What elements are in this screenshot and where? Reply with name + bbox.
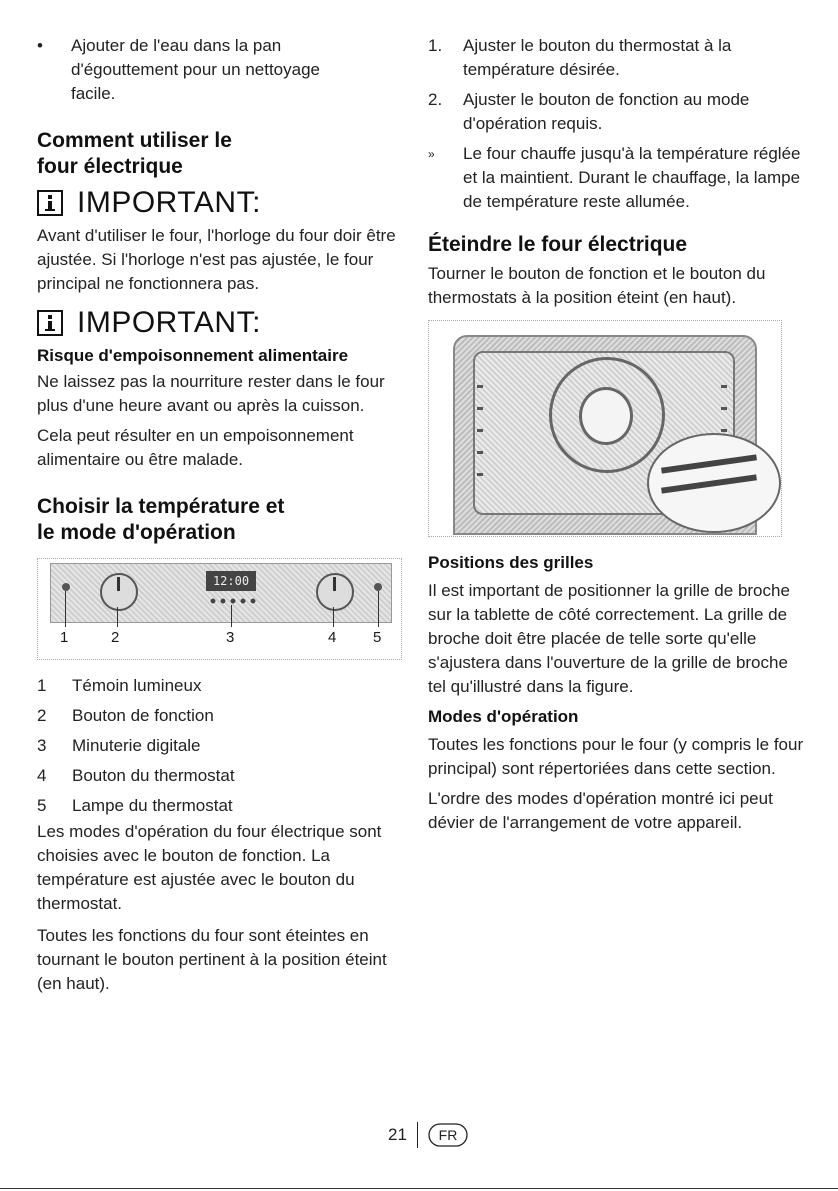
important-2 xyxy=(37,306,412,340)
subheading-positions: Positions des grilles xyxy=(428,553,594,572)
page-footer xyxy=(388,1122,468,1148)
function-knob xyxy=(100,573,138,611)
important-label: IMPORTANT: xyxy=(77,306,261,339)
legend-item: 2 Bouton de fonction xyxy=(37,706,214,725)
intro-bullet-text: Ajouter de l'eau dans la pan d'égouttement pour un nettoyage facile. xyxy=(71,36,320,103)
callout-2: 2 xyxy=(111,629,120,646)
para-off: Toutes les fonctions du four sont éteintes en tournant le bouton pertinent à la position éteint (en haut). xyxy=(37,926,387,993)
para-turn-off: Tourner le bouton de fonction et le bouton du thermostats à la position éteint (en haut). xyxy=(428,264,766,307)
info-icon xyxy=(37,190,63,216)
para-modes: Les modes d'opération du four électrique sont choisies avec le bouton de fonction. La température est ajustée avec le bouton du thermostat. xyxy=(37,822,382,913)
callout-3: 3 xyxy=(226,629,235,646)
page-number: 21 xyxy=(388,1125,407,1144)
para-modes2: L'ordre des modes d'opération montré ici peut dévier de l'arrangement de votre appareil. xyxy=(428,789,773,832)
right-column xyxy=(428,34,808,835)
para-modes1: Toutes les fonctions pour le four (y compris le four principal) sont répertoriées dans cette section. xyxy=(428,735,804,778)
legend-item: 4 Bouton du thermostat xyxy=(37,766,235,785)
callout-4: 4 xyxy=(328,629,337,646)
info-icon xyxy=(37,310,63,336)
step-1: 1. Ajuster le bouton du thermostat à la température désirée. xyxy=(428,36,732,79)
thermostat-lamp xyxy=(374,583,382,591)
left-column xyxy=(37,34,412,996)
heading-turn-off: Éteindre le four électrique xyxy=(428,233,688,256)
legend-item: 3 Minuterie digitale xyxy=(37,736,201,755)
important2-subheading: Risque d'empoisonnement alimentaire xyxy=(37,346,349,365)
oven-rack-figure xyxy=(428,320,782,537)
legend-item: 5 Lampe du thermostat xyxy=(37,796,233,815)
digital-timer: 12:00 xyxy=(206,571,256,591)
important2-text2: Cela peut résulter en un empoisonnement alimentaire ou être malade. xyxy=(37,426,354,469)
legend-item: 1 Témoin lumineux xyxy=(37,676,202,695)
control-panel-figure xyxy=(37,558,402,660)
rack-guide-left xyxy=(477,385,483,481)
rotisserie-hub xyxy=(579,387,633,445)
step-result: » Le four chauffe jusqu'à la température réglée et la maintient. Durant le chauffage, la lampe de température reste allumée. xyxy=(428,144,801,211)
step-2: 2. Ajuster le bouton de fonction au mode d'opération requis. xyxy=(428,90,750,133)
language-badge: FR xyxy=(438,1127,458,1143)
intro-bullet xyxy=(37,34,412,106)
bullet-icon: • xyxy=(37,36,43,55)
important2-text1: Ne laissez pas la nourriture rester dans le four plus d'une heure avant ou après la cuisson. xyxy=(37,372,385,415)
subheading-modes: Modes d'opération xyxy=(428,707,579,726)
timer-buttons xyxy=(208,597,256,605)
important1-text: Avant d'utiliser le four, l'horloge du four doir être ajustée. Si l'horloge n'est pas ajustée, le four principal ne fonctionnera pas. xyxy=(37,226,396,293)
important-1 xyxy=(37,186,412,220)
footer-separator xyxy=(417,1122,418,1148)
callout-5: 5 xyxy=(373,629,382,646)
indicator-light xyxy=(62,583,70,591)
important-label: IMPORTANT: xyxy=(77,186,261,219)
callout-1: 1 xyxy=(60,629,69,646)
heading-temp-line1: Choisir la température et xyxy=(37,495,285,518)
para-positions: Il est important de positionner la grille de broche sur la tablette de côté correctement. La grille de broche doit être placée de telle sorte qu'elle s'ajustera dans l'ouverture de la grille de broche tel qu'illustré dans la figure. xyxy=(428,581,790,696)
heading-how-to-line2: four électrique xyxy=(37,155,183,178)
heading-how-to-line1: Comment utiliser le xyxy=(37,129,232,152)
legend-list xyxy=(37,674,412,818)
bottom-rule xyxy=(0,1188,838,1189)
language-badge-icon xyxy=(428,1123,468,1147)
thermostat-knob xyxy=(316,573,354,611)
heading-temp-line2: le mode d'opération xyxy=(37,521,236,544)
